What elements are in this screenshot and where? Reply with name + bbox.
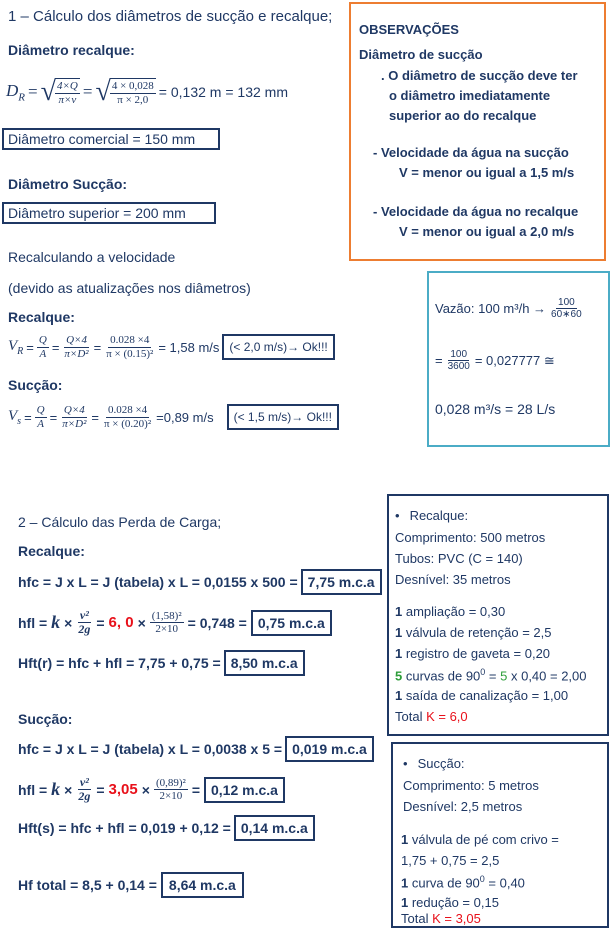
sec2-rec-heading: Recalque: [18, 543, 85, 559]
sucbox-l5: 1 curva de $90^0 = 0,40$ [401, 874, 525, 891]
dr-formula: $D_R$ = √ $\frac{4\times Q}{\pi\times v}$ = √ $\frac{4 \times 0,028}{\pi \times 2,0}$ = 0,132 m = 132 mm [6, 76, 288, 107]
diametro-recalque-heading: Diâmetro recalque: [8, 42, 135, 58]
recbox-l8: 1 saída de canalização = 1,00 [395, 688, 569, 703]
section1-title: 1 – Cálculo dos diâmetros de sucção e recalque; [8, 8, 333, 25]
diametro-succao-heading: Diâmetro Sucção: [8, 176, 128, 192]
diametro-superior: Diâmetro superior = 200 mm [2, 202, 216, 224]
recbox-l1: Comprimento: 500 metros [395, 530, 546, 545]
obs-l5: V = menor ou igual a 1,5 m/s [399, 165, 575, 180]
recbox-l3: Desnível: 35 metros [395, 572, 511, 587]
sec2-suc-heading: Sucção: [18, 711, 73, 727]
recbox-l7: 5 curvas de $90^0 = 5$ x 0,40 = 2,00 [395, 667, 587, 684]
sucbox-title: • Sucção: [403, 756, 465, 771]
hfl-succao: hfl = k × $\frac{\text{v²}}{2g}$ = 3,05 × $\frac{\text{(0,89)²}}{2\times 10}$ = 0,12 m.c.a [18, 776, 285, 803]
obs-sub: Diâmetro de sucção [359, 47, 483, 62]
recalculando-text: Recalculando a velocidade [8, 249, 176, 265]
diametro-comercial: Diâmetro comercial = 150 mm [2, 128, 220, 150]
vr-formula: $V_R$ = $\frac{Q}{A}$ = $\frac{Q\times 4}{\text{π×D²}}$ = $\frac{0.028 \times 4}{\text{π × (0.15)²}}$ = 1,58 m/s (< 2,0 m/s)→ Ok!!! [8, 334, 335, 360]
obs-title: OBSERVAÇÕES [359, 22, 459, 37]
vazao-box [427, 271, 610, 447]
hfc-succao: hfc = J x L = J (tabela) x L = 0,0038 x 5 = 0,019 m.c.a [18, 736, 374, 762]
vs-heading: Sucção: [8, 377, 63, 393]
observacoes-box [349, 2, 606, 261]
recbox-l5: 1 válvula de retenção = 2,5 [395, 625, 552, 640]
obs-l2: o diâmetro imediatamente [389, 88, 551, 103]
hfl-recalque: hfl = k × $\frac{\text{v²}}{2g}$ = 6, 0 × $\frac{\text{(1,58)²}}{2\times 10}$ = 0,748 = 0,75 m.c.a [18, 609, 332, 636]
obs-l6: - Velocidade da água no recalque [373, 204, 579, 219]
recbox-l4: 1 ampliação = 0,30 [395, 604, 506, 619]
succao-box [391, 742, 609, 928]
vs-check: (< 1,5 m/s)→ Ok!!! [227, 404, 339, 430]
sucbox-total: Total K = 3,05 [401, 911, 481, 926]
obs-l1: . O diâmetro de sucção deve ter [381, 68, 578, 83]
vr-check: (< 2,0 m/s)→ Ok!!! [222, 334, 334, 360]
vazao-l3: 0,028 m³/s = 28 L/s [435, 401, 556, 417]
obs-l7: V = menor ou igual a 2,0 m/s [399, 224, 575, 239]
section2-title: 2 – Cálculo das Perda de Carga; [18, 514, 222, 530]
vr-heading: Recalque: [8, 309, 75, 325]
hfc-recalque: hfc = J x L = J (tabela) x L = 0,0155 x 500 = 7,75 m.c.a [18, 569, 382, 595]
atualizacoes-text: (devido as atualizações nos diâmetros) [8, 280, 251, 296]
sucbox-l4: 1,75 + 0,75 = 2,5 [401, 853, 500, 868]
sucbox-l2: Desnível: 2,5 metros [403, 799, 523, 814]
vazao-l2: = $\frac{100}{3600}$ = 0,027777 ≅ [435, 349, 555, 372]
recbox-l6: 1 registro de gaveta = 0,20 [395, 646, 551, 661]
hft-succao: Hft(s) = hfc + hfl = 0,019 + 0,12 = 0,14 m.c.a [18, 815, 315, 841]
sucbox-l3: 1 válvula de pé com crivo = [401, 832, 559, 847]
sucbox-l1: Comprimento: 5 metros [403, 778, 539, 793]
vs-formula: $V_s$ = $\frac{Q}{A}$ = $\frac{Q\times 4}{\text{π×D²}}$ = $\frac{0.028 \times 4}{\text{π × (0.20)²}}$ =0,89 m/s (< 1,5 m/s)→ Ok!!! [8, 404, 339, 430]
recbox-l2: Tubos: PVC (C = 140) [395, 551, 523, 566]
recbox-total: Total K = 6,0 [395, 709, 468, 724]
sucbox-l6: 1 redução = 0,15 [401, 895, 499, 910]
obs-l3: superior ao do recalque [389, 108, 537, 123]
recalque-box [387, 494, 609, 736]
recbox-title: • Recalque: [395, 508, 469, 523]
hft-recalque: Hft(r) = hfc + hfl = 7,75 + 0,75 = 8,50 m.c.a [18, 650, 305, 676]
obs-l4: - Velocidade da água na sucção [373, 145, 569, 160]
vazao-l1: Vazão: 100 m³/h → $\frac{100}{60∗60}$ [435, 297, 582, 320]
hf-total: Hf total = 8,5 + 0,14 = 8,64 m.c.a [18, 872, 244, 898]
